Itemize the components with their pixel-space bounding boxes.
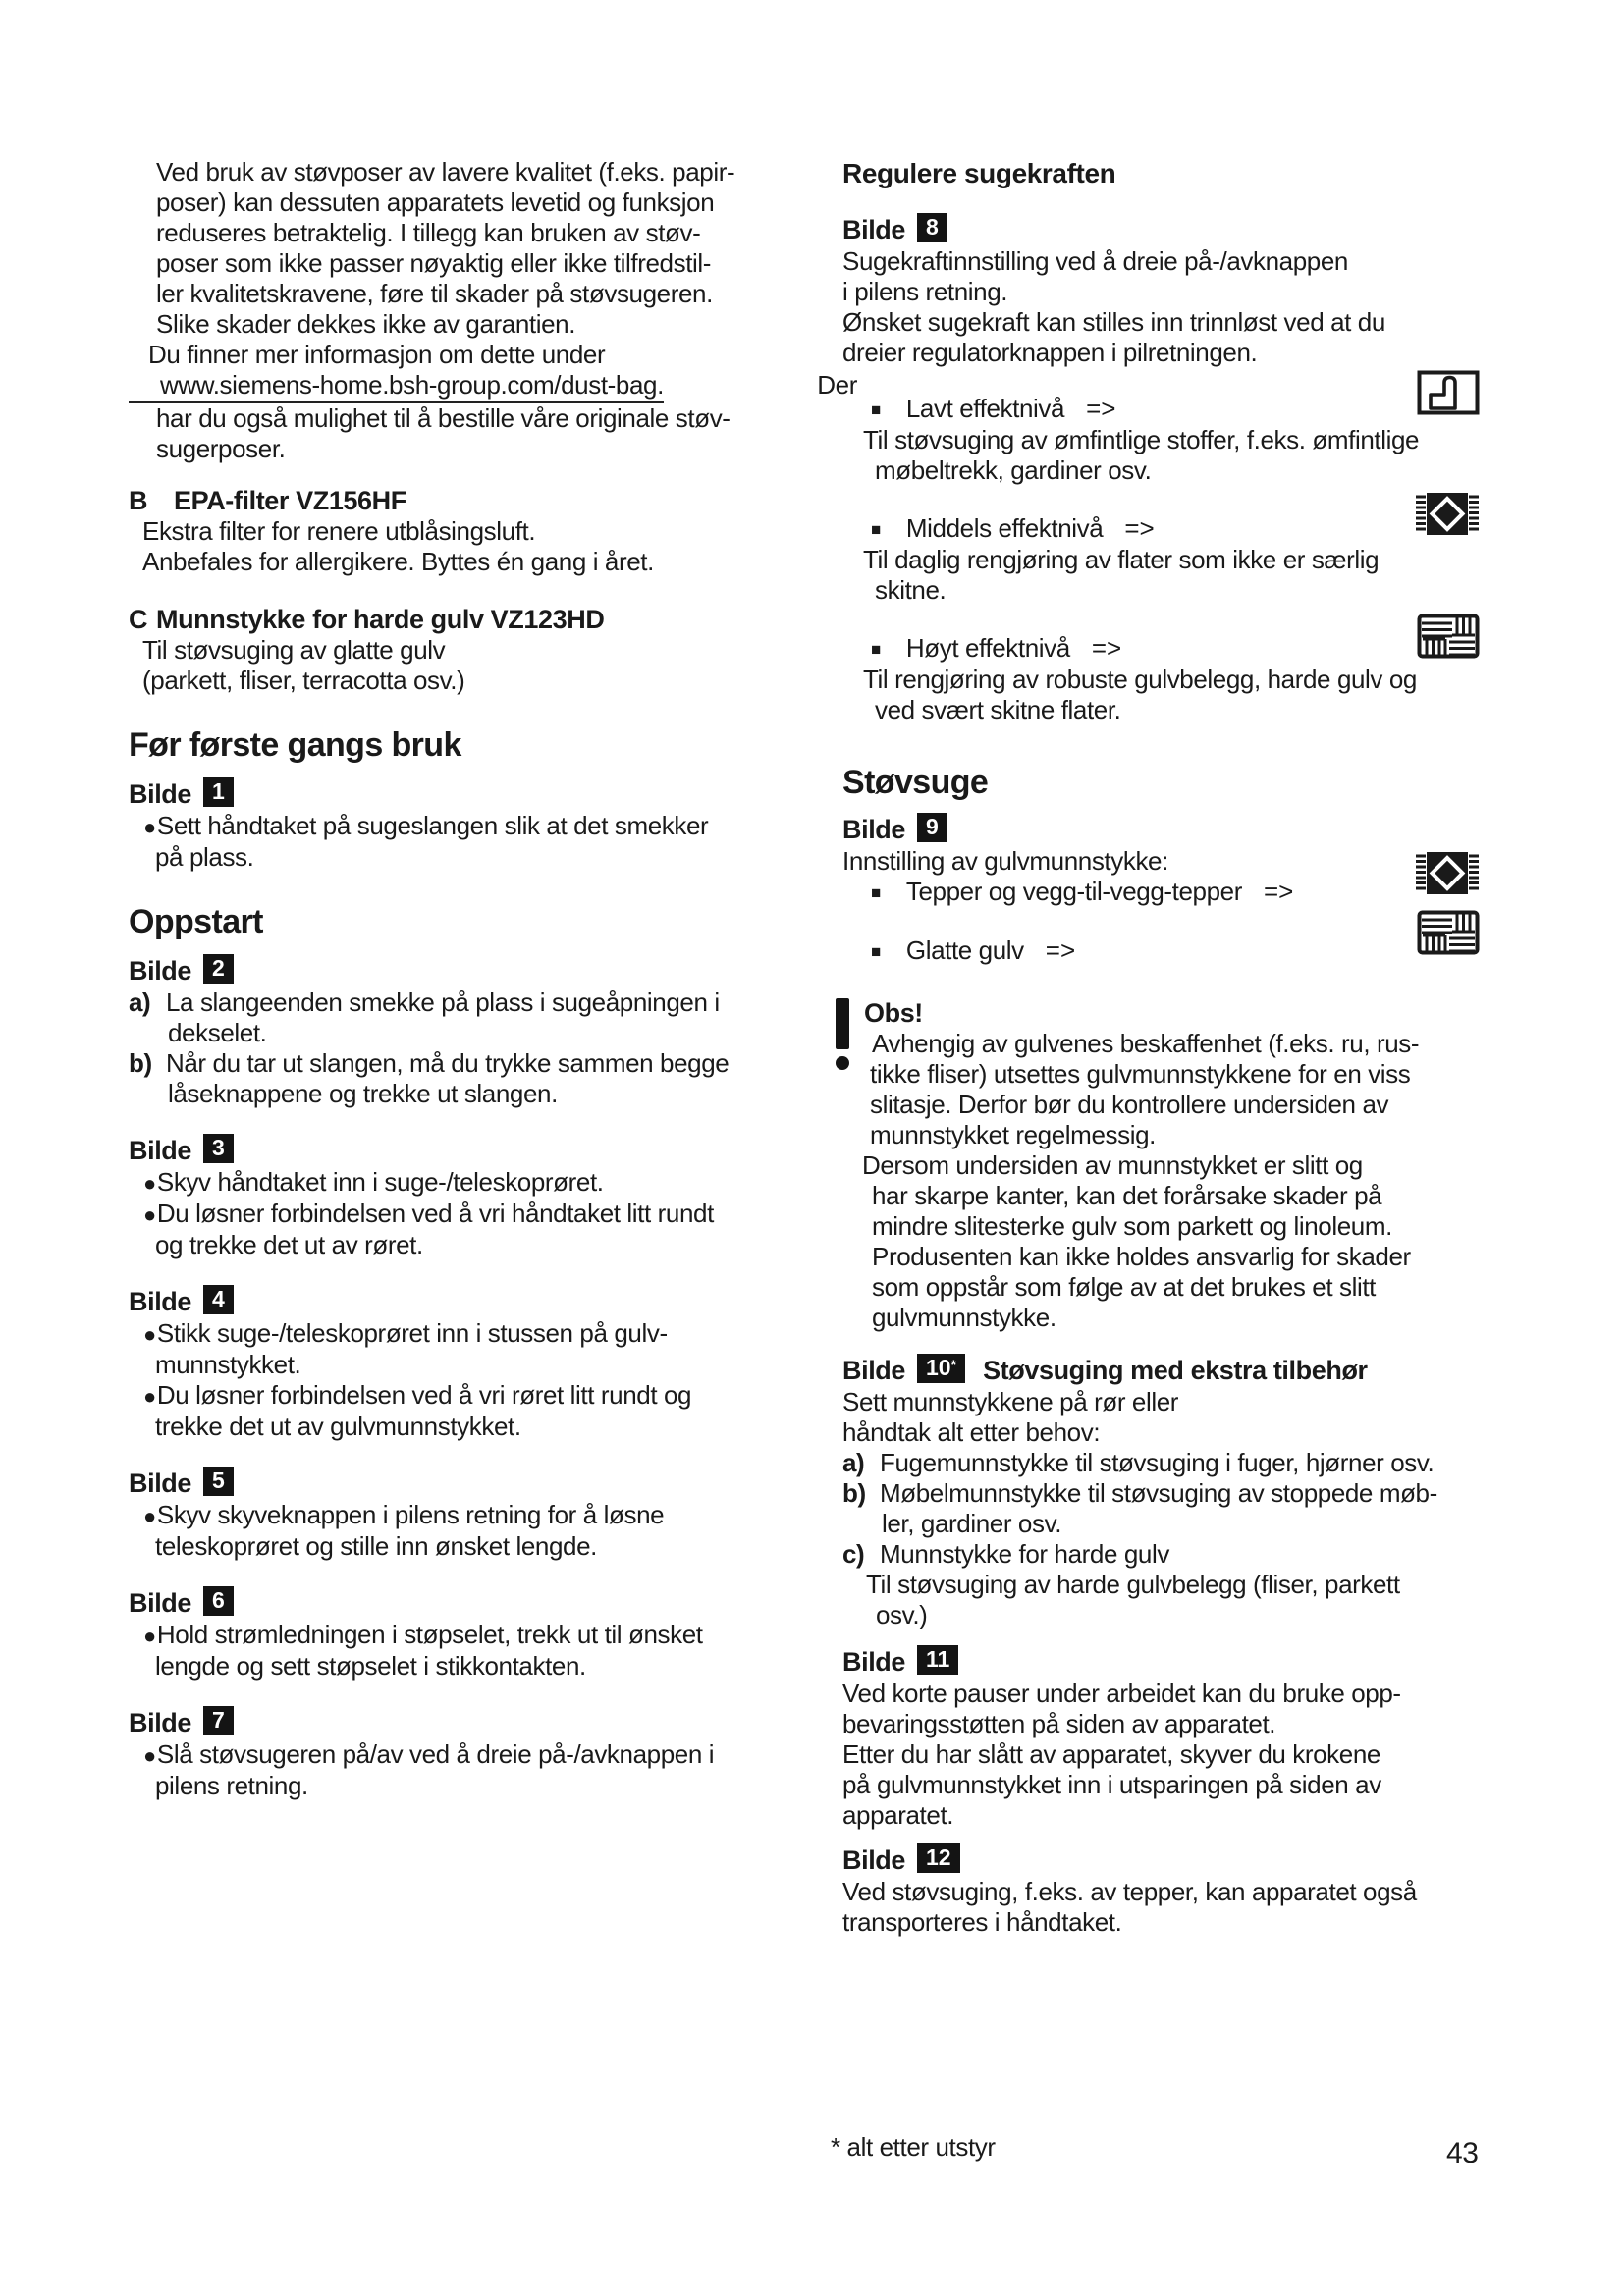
bullet-text: Stikk suge-/teleskoprøret inn i stussen på gulv-: [156, 1318, 668, 1348]
power-level-high: [842, 633, 1522, 725]
power-level-low: [842, 394, 1522, 486]
figure-label-text: Bilde: [129, 1468, 192, 1498]
step-tag: c): [842, 1539, 865, 1569]
text-line: (parkett, fliser, terracotta osv.): [142, 666, 465, 695]
heading-before-first-use: Før første gangs bruk: [129, 726, 461, 764]
text-line: mindre slitesterke gulv som parkett og linoleum.: [872, 1211, 1392, 1241]
bullet-text: Slå støvsugeren på/av ved å dreie på-/avknappen i: [156, 1739, 715, 1769]
figure-label: [129, 778, 865, 811]
figure-3-block: [129, 1135, 865, 1260]
level-name-row: [842, 633, 1522, 665]
figure-8-block: [842, 214, 1522, 368]
exclamation-icon: [836, 998, 850, 1077]
text-line: trekke det ut av gulvmunnstykket.: [155, 1412, 521, 1441]
text-line: Anbefales for allergikere. Byttes én gang i året.: [142, 547, 654, 576]
figure-label-text: Bilde: [129, 1287, 192, 1316]
text-line: ved svært skitne flater.: [875, 695, 1121, 724]
text-line: og trekke det ut av røret.: [155, 1230, 423, 1259]
figure-label: [129, 1707, 865, 1739]
bullet-line: [129, 811, 865, 842]
figure-1-block: [129, 778, 865, 873]
figure-label-text: Bilde: [842, 215, 906, 244]
figure-label-text: Bilde: [842, 1356, 906, 1385]
right-column: [842, 157, 1522, 1938]
step-text: Munnstykke for harde gulv: [880, 1539, 1169, 1569]
step-line: [129, 988, 865, 1018]
left-column: [129, 157, 865, 1801]
step-line: [842, 1478, 1522, 1509]
square-bullet-icon: ■: [871, 520, 881, 539]
bullet-line: [129, 1620, 865, 1651]
text-line: Til støvsuging av glatte gulv: [142, 635, 446, 665]
figure-2-block: [129, 955, 865, 1109]
figure-5-block: [129, 1468, 865, 1562]
section-letter: C: [129, 605, 148, 634]
bullet-line: [129, 1199, 865, 1230]
figure-label-text: Bilde: [129, 956, 192, 986]
bullet-icon: ●: [143, 815, 156, 839]
text-line: Ved korte pauser under arbeidet kan du bruke opp-: [842, 1679, 1401, 1708]
text-line: osv.): [876, 1600, 928, 1629]
text-line: apparatet.: [842, 1800, 954, 1830]
step-tag: a): [842, 1448, 865, 1477]
text-line: Slike skader dekkes ikke av garantien.: [156, 309, 576, 339]
text-line: Ved støvsuging, f.eks. av tepper, kan apparatet også: [842, 1877, 1417, 1906]
step-tag: b): [129, 1048, 152, 1078]
text-line: teleskoprøret og stille inn ønsket lengde.: [155, 1531, 597, 1561]
bullet-text: Du løsner forbindelsen ved å vri håndtaket litt rundt: [156, 1199, 714, 1228]
text-line: Sett munnstykkene på rør eller: [842, 1387, 1179, 1416]
text-line: har skarpe kanter, kan det forårsake skader på: [872, 1181, 1382, 1210]
figure-number-badge: 11: [917, 1645, 958, 1675]
step-line: [129, 1048, 865, 1079]
section-epa-filter: [129, 486, 865, 577]
bullet-icon: ●: [143, 1504, 156, 1528]
step-text: Møbelmunnstykke til støvsuging av stoppede møb-: [880, 1478, 1437, 1508]
text-line: slitasje. Derfor bør du kontrollere undersiden av: [870, 1090, 1389, 1119]
figure-label: [842, 1646, 1522, 1679]
figure-label: [129, 1286, 865, 1318]
figure-number-badge: [917, 1354, 965, 1383]
figure-label: [129, 1135, 865, 1167]
text-line: Til daglig rengjøring av flater som ikke er særlig: [863, 545, 1380, 574]
text-line: låseknappene og trekke ut slangen.: [168, 1079, 558, 1108]
text-line: ler kvalitetskravene, føre til skader på støvsugeren.: [156, 279, 713, 308]
figure-label-text: Bilde: [842, 815, 906, 844]
text-line: Ønsket sugekraft kan stilles inn trinnløst ved at du: [842, 307, 1385, 337]
bullet-icon: ●: [143, 1171, 156, 1196]
text-line: transporteres i håndtaket.: [842, 1907, 1122, 1937]
arrow-glyph: =>: [1086, 394, 1116, 423]
square-bullet-icon: ■: [871, 640, 881, 659]
option-name: Tepper og vegg-til-vegg-tepper: [905, 877, 1242, 906]
section-title-text: Munnstykke for harde gulv VZ123HD: [156, 605, 605, 634]
nozzle-option-carpet: [842, 877, 1522, 908]
text-line: på plass.: [155, 842, 254, 872]
figure-number-badge: 2: [203, 954, 234, 984]
text-line: munnstykket regelmessig.: [870, 1120, 1156, 1149]
bullet-line: [129, 1739, 865, 1771]
figure-label: [129, 955, 865, 988]
text-line: Etter du har slått av apparatet, skyver du krokene: [842, 1739, 1380, 1769]
heading-vacuuming: Støvsuge: [842, 764, 989, 801]
text-line: har du også mulighet til å bestille våre originale støv-: [156, 403, 731, 433]
figure-label-text: Bilde: [842, 1647, 906, 1677]
bullet-text: Skyv skyveknappen i pilens retning for å løsne: [156, 1500, 665, 1529]
step-tag: a): [129, 988, 151, 1017]
level-name: Middels effektnivå: [905, 513, 1104, 543]
text-line: på gulvmunnstykket inn i utsparingen på siden av: [842, 1770, 1381, 1799]
text-line: lengde og sett støpselet i stikkontakten.: [155, 1651, 586, 1681]
figure-number-badge: 6: [203, 1586, 234, 1616]
power-level-medium: [842, 513, 1522, 606]
text-line: tikke fliser) utsettes gulvmunnstykkene for en viss: [870, 1059, 1411, 1089]
square-bullet-icon: ■: [871, 400, 881, 419]
bullet-icon: ●: [143, 1202, 156, 1227]
figure-title: Støvsuging med ekstra tilbehør: [983, 1356, 1368, 1385]
dust-bag-link[interactable]: www.siemens-home.bsh-group.com/dust-bag.: [129, 370, 664, 403]
heading-startup: Oppstart: [129, 903, 263, 940]
arrow-glyph: =>: [1263, 877, 1294, 906]
text-line: Til rengjøring av robuste gulvbelegg, harde gulv og: [863, 665, 1417, 694]
text-line: bevaringsstøtten på siden av apparatet.: [842, 1709, 1276, 1738]
text-line: Innstilling av gulvmunnstykke:: [842, 846, 1168, 876]
step-line: [842, 1448, 1522, 1478]
step-text: Når du tar ut slangen, må du trykke sammen begge: [166, 1048, 730, 1078]
text-line: i pilens retning.: [842, 277, 1008, 306]
bullet-icon: ●: [143, 1384, 156, 1409]
bullet-line: [129, 1318, 865, 1350]
text-line: pilens retning.: [155, 1771, 308, 1800]
hard-floor-icon: [1417, 910, 1480, 962]
figure-label: [842, 1355, 1522, 1387]
bullet-line: [129, 1380, 865, 1412]
step-line: [842, 1539, 1522, 1570]
bullet-line: [129, 1167, 865, 1199]
level-name: Høyt effektnivå: [905, 633, 1070, 663]
text-line: dreier regulatorknappen i pilretningen.: [842, 338, 1258, 367]
text-line: sugerposer.: [156, 434, 286, 463]
level-name: Lavt effektnivå: [905, 394, 1065, 423]
text-line: Produsenten kan ikke holdes ansvarlig for skader: [872, 1242, 1411, 1271]
page-number: 43: [1446, 2137, 1479, 2169]
text-line: poser) kan dessuten apparatets levetid og funksjon: [156, 187, 715, 217]
bullet-text: Skyv håndtaket inn i suge-/teleskoprøret.: [156, 1167, 604, 1197]
figure-10-block: [842, 1355, 1522, 1630]
level-name-row: [842, 513, 1522, 545]
text-line: Ekstra filter for renere utblåsingsluft.: [142, 516, 536, 546]
figure-label-text: Bilde: [129, 1588, 192, 1618]
armchair-icon: [1417, 370, 1480, 422]
figure-number-badge: 7: [203, 1706, 234, 1735]
step-text: La slangeenden smekke på plass i sugeåpningen i: [166, 988, 720, 1017]
step-tag: b): [842, 1478, 866, 1508]
figure-label-text: Bilde: [842, 1845, 906, 1875]
section-hard-floor-nozzle: [129, 605, 865, 696]
carpet-icon: [1415, 851, 1480, 903]
square-bullet-icon: ■: [871, 942, 881, 961]
arrow-glyph: =>: [1091, 633, 1122, 663]
link-line-suffix: Der: [817, 370, 857, 400]
figure-number: 10: [926, 1355, 951, 1380]
attention-note: [842, 998, 1522, 1333]
text-line: Dersom undersiden av munnstykket er slitt og: [862, 1150, 1363, 1180]
text-line: som oppstår som følge av at det brukes et slitt: [872, 1272, 1376, 1302]
figure-4-block: [129, 1286, 865, 1442]
equipment-footnote: * alt etter utstyr: [831, 2132, 996, 2162]
intro-paragraph: [129, 157, 865, 464]
figure-number-badge: 4: [203, 1285, 234, 1314]
figure-number-asterisk: *: [950, 1357, 957, 1372]
figure-number-badge: 8: [917, 213, 947, 242]
figure-12-block: [842, 1844, 1522, 1938]
carpet-icon: [1415, 492, 1480, 544]
text-line: gulvmunnstykke.: [872, 1303, 1056, 1332]
figure-label-text: Bilde: [129, 779, 192, 809]
figure-number-badge: 3: [203, 1134, 234, 1163]
text-line: Du finner mer informasjon om dette under: [148, 340, 606, 369]
figure-9-block: [842, 814, 1522, 967]
bullet-text: Sett håndtaket på sugeslangen slik at det smekker: [156, 811, 709, 840]
text-line: møbeltrekk, gardiner osv.: [875, 455, 1152, 485]
text-line: skitne.: [875, 575, 947, 605]
figure-7-block: [129, 1707, 865, 1801]
text-line: reduseres betraktelig. I tillegg kan bruken av støv-: [156, 218, 701, 247]
text-line: Til støvsuging av ømfintlige stoffer, f.eks. ømfintlige: [863, 425, 1420, 454]
figure-6-block: [129, 1587, 865, 1682]
figure-number-badge: 9: [917, 813, 947, 842]
figure-label: [842, 1844, 1522, 1877]
text-line: Avhengig av gulvenes beskaffenhet (f.eks. ru, rus-: [872, 1029, 1420, 1058]
heading-regulate-suction: Regulere sugekraften: [842, 158, 1116, 188]
figure-number-badge: 5: [203, 1467, 234, 1496]
text-line: poser som ikke passer nøyaktig eller ikke tilfredstil-: [156, 248, 712, 278]
attention-title: Obs!: [864, 998, 923, 1028]
option-name: Glatte gulv: [905, 935, 1024, 965]
figure-label: [842, 814, 1522, 846]
arrow-glyph: =>: [1045, 935, 1076, 965]
text-line: dekselet.: [168, 1018, 267, 1047]
figure-label: [129, 1587, 865, 1620]
bullet-icon: ●: [143, 1624, 156, 1648]
text-line: Ved bruk av støvposer av lavere kvalitet (f.eks. papir-: [156, 157, 735, 187]
step-text: Fugemunnstykke til støvsuging i fuger, hjørner osv.: [880, 1448, 1435, 1477]
figure-label: [129, 1468, 865, 1500]
figure-label-text: Bilde: [129, 1136, 192, 1165]
section-title: [129, 486, 865, 516]
hard-floor-icon: [1417, 614, 1480, 666]
text-line: munnstykket.: [155, 1350, 301, 1379]
dust-bag-link-line: [129, 370, 857, 403]
bullet-icon: ●: [143, 1743, 156, 1768]
bullet-text: Du løsner forbindelsen ved å vri røret litt rundt og: [156, 1380, 692, 1410]
text-line: Sugekraftinnstilling ved å dreie på-/avknappen: [842, 246, 1348, 276]
section-title-text: EPA-filter VZ156HF: [174, 486, 406, 515]
nozzle-option-smooth-floor: [842, 935, 1522, 967]
figure-number-badge: 12: [917, 1843, 960, 1873]
text-line: Til støvsuging av harde gulvbelegg (fliser, parkett: [866, 1570, 1400, 1599]
bullet-line: [129, 1500, 865, 1531]
figure-11-block: [842, 1646, 1522, 1831]
bullet-icon: ●: [143, 1322, 156, 1347]
figure-label: [842, 214, 1522, 246]
text-line: ler, gardiner osv.: [882, 1509, 1062, 1538]
figure-number-badge: 1: [203, 777, 234, 807]
level-name-row: [842, 394, 1522, 425]
section-title: [129, 605, 865, 635]
square-bullet-icon: ■: [871, 883, 881, 902]
bullet-text: Hold strømledningen i støpselet, trekk ut til ønsket: [156, 1620, 703, 1649]
text-line: håndtak alt etter behov:: [842, 1417, 1101, 1447]
section-letter: B: [129, 486, 148, 515]
arrow-glyph: =>: [1124, 513, 1155, 543]
figure-label-text: Bilde: [129, 1708, 192, 1737]
